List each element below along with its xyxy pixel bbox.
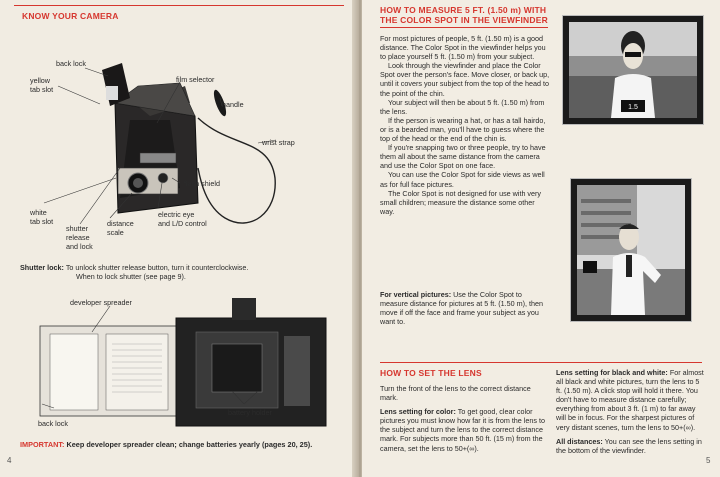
- page-heading-know-your-camera: KNOW YOUR CAMERA: [22, 11, 119, 21]
- important-label: IMPORTANT:: [20, 440, 65, 449]
- viewfinder-photo-closeup: [562, 15, 704, 125]
- color-setting: [380, 407, 550, 452]
- all-distances: [556, 437, 704, 455]
- label-flash-shield: flash shield: [184, 179, 220, 188]
- viewfinder-photo-vertical: [570, 178, 692, 322]
- label-developer-spreader: developer spreader: [70, 298, 132, 307]
- shutter-lock-label: Shutter lock:: [20, 263, 64, 272]
- bw-setting: [556, 368, 704, 432]
- shutter-lock-text1: To unlock shutter release button, turn it counterclockwise.: [65, 263, 249, 272]
- measure-paragraph-2: Look through the viewfinder and place the Color Spot over the person's face. Move closer, or back up, until it covers your subject from the top of the head to the point of the chin.: [380, 61, 550, 98]
- measure-paragraph-5: If you're snapping two or three people, try to have them all about the same distance from the camera and use the Color Spot on one face.: [380, 143, 546, 171]
- heading-measure-line2: THE COLOR SPOT IN THE VIEWFINDER: [380, 15, 548, 25]
- measure-paragraph-3: Your subject will then be about 5 ft. (1.50 m) from the lens.: [380, 97, 545, 116]
- heading-measure-distance: [380, 5, 548, 25]
- viewfinder-photo-vertical-image: [571, 179, 691, 321]
- vertical-pictures-note: [380, 290, 550, 326]
- heading-rule: [14, 5, 344, 6]
- label-battery-holder: battery holder: [228, 408, 272, 417]
- measure-paragraph-6: You can use the Color Spot for side views as well as for full face pictures.: [380, 170, 545, 189]
- set-lens-intro: Turn the front of the lens to the correct distance mark.: [380, 384, 531, 403]
- page-number-right: 5: [706, 456, 711, 465]
- label-shutter-release: shutter release and lock: [66, 224, 93, 251]
- measure-paragraph-7: The Color Spot is not designed for use with very small children; measure the distance some other way.: [380, 188, 542, 216]
- set-lens-left-column: [380, 384, 550, 453]
- vertical-pictures-label: For vertical pictures:: [380, 290, 452, 299]
- measure-paragraph-4: If the person is wearing a hat, or has a tall hairdo, or is a bearded man, you'll have to guess where the top of the head or the end of the chin is.: [380, 115, 546, 144]
- set-lens-right-column: [556, 368, 704, 455]
- color-setting-label: Lens setting for color:: [380, 407, 456, 417]
- viewfinder-photo-closeup-image: [563, 16, 703, 124]
- vertical-pictures-text: Use the Color Spot to measure distance for pictures at 5 ft. (1.50 m), then move if off the face and frame your subject as you want to.: [380, 290, 543, 327]
- label-film-selector: film selector: [176, 75, 215, 84]
- label-back-lock-top: back lock: [56, 59, 86, 68]
- important-note: [20, 440, 350, 449]
- photo-color-spot-badge: 1.5: [628, 104, 638, 111]
- measure-paragraph-1: For most pictures of people, 5 ft. (1.50 m) is a good distance. The Color Spot in the viewfinder helps you to place yourself 5 ft. (1.50 m) from your subject.: [380, 34, 546, 62]
- label-electric-eye: electric eye and L/D control: [158, 210, 207, 228]
- label-back-lock-bottom: back lock: [38, 419, 68, 428]
- label-distance-scale: distance scale: [107, 219, 134, 237]
- bw-setting-label: Lens setting for black and white:: [556, 368, 668, 377]
- measure-body: [380, 34, 550, 216]
- shutter-lock-note: [20, 263, 340, 281]
- important-text: Keep developer spreader clean; change batteries yearly (pages 20, 25).: [66, 440, 313, 449]
- label-yellow-tab-slot: yellow tab slot: [30, 76, 54, 94]
- color-setting-text: To get good, clear color pictures you must know how far it is from the lens to the subject and turn the lens to the correct distance mark. For subjects more than 50 ft. (15 m) from the camera, set the lens to 50+(∞).: [380, 407, 545, 453]
- open-camera-illustration: [20, 296, 340, 434]
- heading-measure-line1: HOW TO MEASURE 5 FT. (1.50 m) WITH: [380, 5, 547, 15]
- heading-set-lens: HOW TO SET THE LENS: [380, 368, 482, 378]
- all-distances-label: All distances:: [556, 436, 603, 446]
- shutter-lock-text2: When to lock shutter (see page 9).: [76, 272, 186, 281]
- label-wrist-strap: wrist strap: [262, 138, 295, 147]
- label-handle: handle: [222, 100, 244, 109]
- bw-setting-text: For almost all black and white pictures, turn the lens to 5 ft. (1.50 m). A click stop will hold it there. You don't have to measure distance carefully; everything from about 3 ft. (1 m) to far away will be in focus. For the sharpest pictures of very distant scenes, turn the lens to 50+(∞).: [556, 368, 704, 432]
- label-white-tab-slot: white tab slot: [30, 208, 54, 226]
- heading-rule: [380, 27, 548, 28]
- page-number-left: 4: [7, 456, 12, 465]
- right-page: [362, 0, 720, 477]
- all-distances-text: You can see the lens setting in the bottom of the viewfinder.: [556, 436, 702, 455]
- left-page: [0, 0, 358, 477]
- section-rule: [380, 362, 702, 363]
